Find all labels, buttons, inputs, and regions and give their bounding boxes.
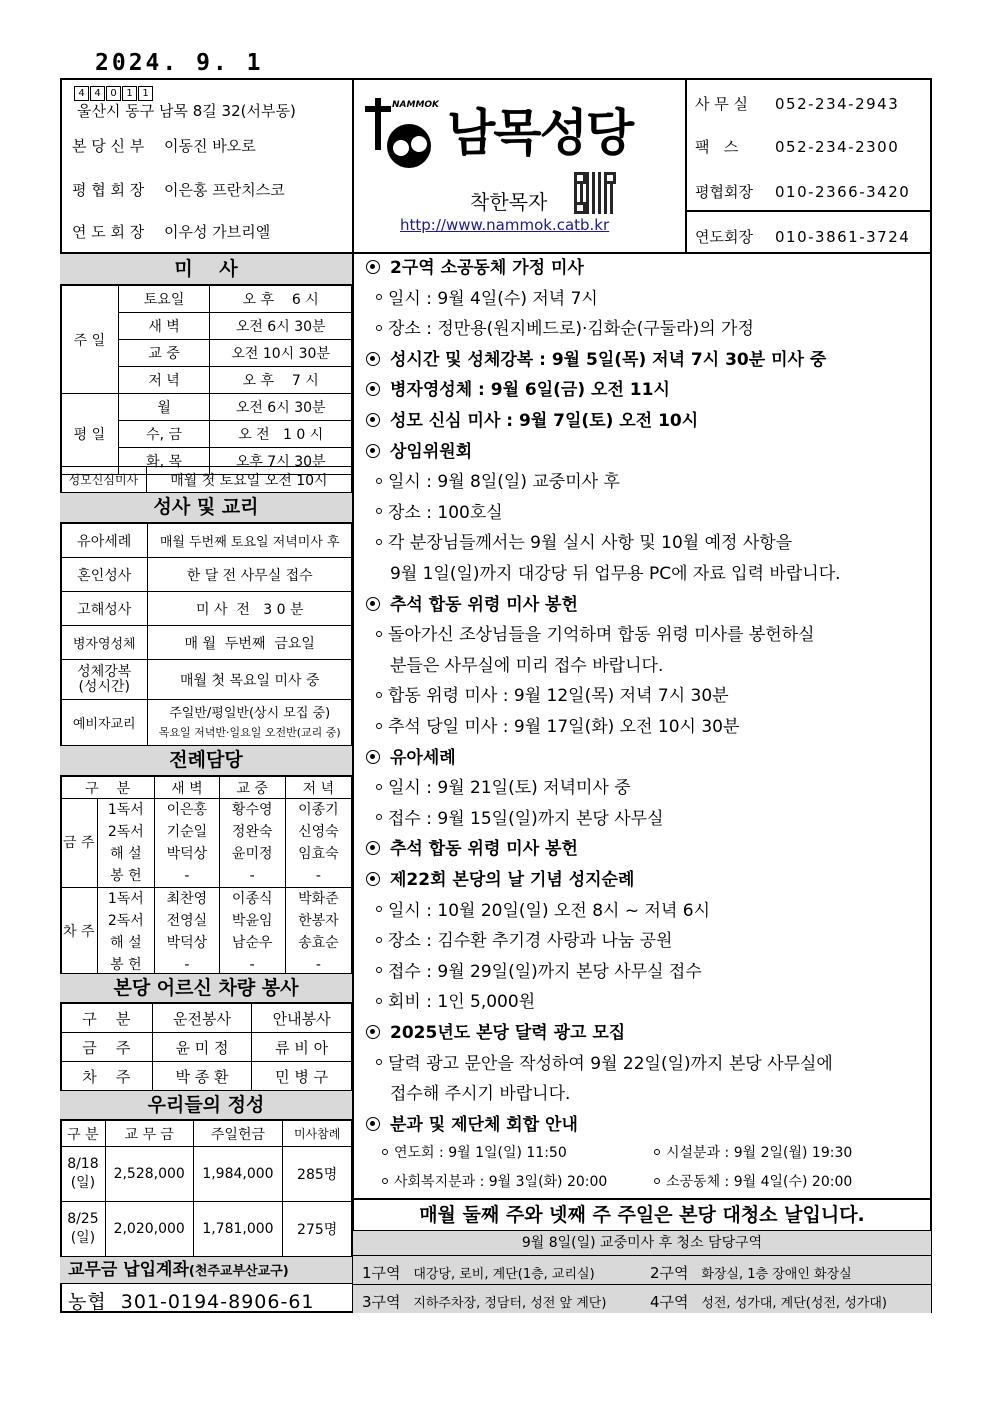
address: 울산시 동구 남목 8길 32(서부동) [77,102,296,120]
meeting-1-right: 시설분과 : 9월 2일(월) 19:30 [650,1142,852,1162]
circle-bullet-icon [366,1025,380,1039]
notice-item: 일시 : 9월 4일(수) 저녁 7시 [372,284,598,309]
header-right-divider [685,78,687,253]
cleaning-title: 매월 둘째 주와 넷째 주 주일은 본당 대청소 날입니다. [419,1204,865,1226]
circle-bullet-icon [366,1117,380,1131]
weekday-label: 평 일 [61,394,119,475]
notice-item: 추석 당일 미사 : 9월 17일(화) 오전 10시 30분 [372,712,739,737]
notice-item: 달력 광고 문안을 작성하여 9월 22일(일)까지 본당 사무실에 [372,1049,833,1074]
dot-bullet-icon [376,539,382,545]
offering-title: 우리들의 정성 [60,1090,352,1120]
meeting-1-left: 연도회 : 9월 1일(일) 11:50 [378,1142,567,1162]
dot-bullet-icon [376,631,382,637]
contact-council: 평협회장 010-2366-3420 [695,183,911,201]
notice-heading: 병자영성체 : 9월 6일(금) 오전 11시 [366,375,670,400]
dot-bullet-icon [376,508,382,514]
council-president-row: 평 협 회 장 이은홍 프란치스코 [72,181,285,199]
notice-item: 장소 : 정만용(원지베드로)·김화순(구둘라)의 가정 [372,314,754,339]
mass-table: 주 일 토요일 오 후 6 시 새 벽 오전 6시 30분 교 중 오전 10시 30분 저 녁 오 후 7 시 평 일 월 오전 6시 30분 수, 금 오 전 1 0 시 화, 목 오후 7시 30분 [60,285,352,475]
dot-bullet-icon [376,967,382,973]
notice-item: 일시 : 9월 8일(일) 교중미사 후 [372,467,620,492]
meeting-2-right: 소공동체 : 9월 4일(수) 20:00 [650,1171,852,1191]
notice-item: 합동 위령 미사 : 9월 12일(목) 저녁 7시 30분 [372,681,729,706]
notice-heading: 분과 및 제단체 회합 안내 [366,1110,578,1135]
contact-requiem: 연도회장 010-3861-3724 [695,228,911,246]
notice-heading: 유아세례 [366,743,456,768]
dot-bullet-icon [376,1059,382,1065]
circle-bullet-icon [366,841,380,855]
bulletin-date: 2024. 9. 1 [95,50,264,76]
notice-continuation: 분들은 사무실에 미리 접수 바랍니다. [390,655,664,676]
zip-code: 4 4 0 1 1 [74,82,154,101]
sacraments-title: 성사 및 교리 [60,492,352,523]
circle-bullet-icon [366,413,380,427]
liturgy-title: 전례담당 [60,745,352,776]
dot-bullet-icon [376,294,382,300]
notice-item: 일시 : 10월 20일(일) 오전 8시 ~ 저녁 6시 [372,896,710,921]
notice-item: 각 분장님들께서는 9월 실시 사항 및 10월 예정 사항을 [372,528,792,553]
notice-heading: 성모 신심 미사 : 9월 7일(토) 오전 10시 [366,406,698,431]
dot-bullet-icon [376,692,382,698]
sacraments-table: 유아세례 매월 두번째 토요일 저녁미사 후 혼인성사 한 달 전 사무실 접수 고해성사 미 사 전 3 0 분 병자영성체 매 월 두번째 금요일 성체강복 (성시간) 매월 첫 목요일 미사 중 예비자교리 주일반/평일반(상시 모집 중) 목요일 저녁반·일요일 오전반(교리 중) [60,523,352,746]
circle-bullet-icon [366,382,380,396]
dot-bullet-icon [376,325,382,331]
requiem-president-row: 연 도 회 장 이우성 가브리엘 [72,223,271,241]
cleaning-zone-2: 2구역 화장실, 1층 장애인 화장실 [650,1264,852,1282]
dot-bullet-icon [376,814,382,820]
contact-fax: 팩 스 052-234-2300 [695,138,900,156]
notice-heading: 2구역 소공동체 가정 미사 [366,253,584,278]
contact-office: 사 무 실 052-234-2943 [695,95,900,113]
notice-continuation: 9월 1일(일)까지 대강당 뒤 업무용 PC에 자료 입력 바랍니다. [390,564,841,584]
sunday-label: 주 일 [61,286,119,394]
meeting-2-left: 사회복지분과 : 9월 3일(화) 20:00 [378,1171,607,1191]
devotion-mass-table: 성모신심미사 매월 첫 토요일 오전 10시 [60,466,352,493]
church-name: 남목성당 [447,104,633,162]
notice-item: 접수 : 9월 15일(일)까지 본당 사무실 [372,804,664,829]
circle-bullet-icon [366,872,380,886]
mass-title: 미 사 [60,253,352,285]
contact-divider [685,210,931,212]
circle-bullet-icon [366,597,380,611]
pastor-row: 본 당 신 부 이동진 바오로 [72,137,256,155]
dot-bullet-icon [376,906,382,912]
qr-code-icon [574,172,616,214]
circle-bullet-icon [366,750,380,764]
vehicle-table: 구 분 운전봉사 안내봉사 금 주 윤 미 정 류 비 아 차 주 박 종 환 민 병 구 [60,1003,352,1091]
notice-heading: 추석 합동 위령 미사 봉헌 [366,834,578,859]
notice-item: 장소 : 김수환 추기경 사랑과 나눔 공원 [372,926,672,951]
notice-continuation: 접수해 주시기 바랍니다. [390,1084,571,1105]
dot-bullet-icon [376,478,382,484]
liturgy-table: 구 분 새 벽 교 중 저 녁 금 주 1독서 2독서 해 설 봉 헌 이은홍 기순일 박덕상 - 황수영 정완숙 윤미정 - 이종기 신영숙 임효숙 - 차 주 1독서 2독서 해 설 봉 헌 최찬영 전영실 박덕상 - 이종식 박윤임 남순우 - 박화준 한봉자 송효순 - [60,776,352,977]
account-label: 교무금 납입계좌(천주교부산교구) [60,1256,352,1284]
dot-bullet-icon [376,723,382,729]
slogan: 착한목자 [470,190,548,214]
dot-bullet-icon [376,998,382,1004]
circle-bullet-icon [366,352,380,366]
notice-item: 회비 : 1인 5,000원 [372,987,535,1012]
cleaning-zone-4: 4구역 성전, 성가대, 계단(성전, 성가대) [650,1293,887,1311]
notice-item: 장소 : 100호실 [372,498,503,523]
circle-bullet-icon [366,444,380,458]
column-divider [352,78,354,1313]
header-left [62,80,352,252]
notice-heading: 상임위원회 [366,437,472,462]
notice-heading: 제22회 본당의 날 기념 성지순례 [366,865,634,890]
circle-bullet-icon [366,260,380,274]
website-link[interactable]: http://www.nammok.catb.kr [400,216,610,234]
logo-small-text: NAMMOK [392,100,440,110]
vehicle-title: 본당 어르신 차량 봉사 [60,973,352,1003]
notice-heading: 추석 합동 위령 미사 봉헌 [366,590,578,615]
cleaning-zone-3: 3구역 지하주차장, 정담터, 성전 앞 계단) [362,1293,607,1311]
notice-item: 접수 : 9월 29일(일)까지 본당 사무실 접수 [372,957,702,982]
cleaning-subtitle: 9월 8일(일) 교중미사 후 청소 담당구역 [353,1230,931,1256]
notice-heading: 2025년도 본당 달력 광고 모집 [366,1018,625,1043]
notice-item: 일시 : 9월 21일(토) 저녁미사 중 [372,773,631,798]
dot-bullet-icon [376,937,382,943]
cleaning-zone-1: 1구역 대강당, 로비, 계단(1층, 교리실) [362,1264,595,1282]
notice-item: 돌아가신 조상님들을 기억하며 합동 위령 미사를 봉헌하실 [372,620,815,645]
offering-table: 구 분 교 무 금 주일헌금 미사참례 8/18 (일) 2,528,000 1,984,000 285명 8/25 (일) 2,020,000 1,781,000 275명 [60,1120,352,1257]
account-number: 농협 301-0194-8906-61 [68,1291,315,1313]
notice-heading: 성시간 및 성체강복 : 9월 5일(목) 저녁 7시 30분 미사 중 [366,345,826,370]
dot-bullet-icon [376,784,382,790]
